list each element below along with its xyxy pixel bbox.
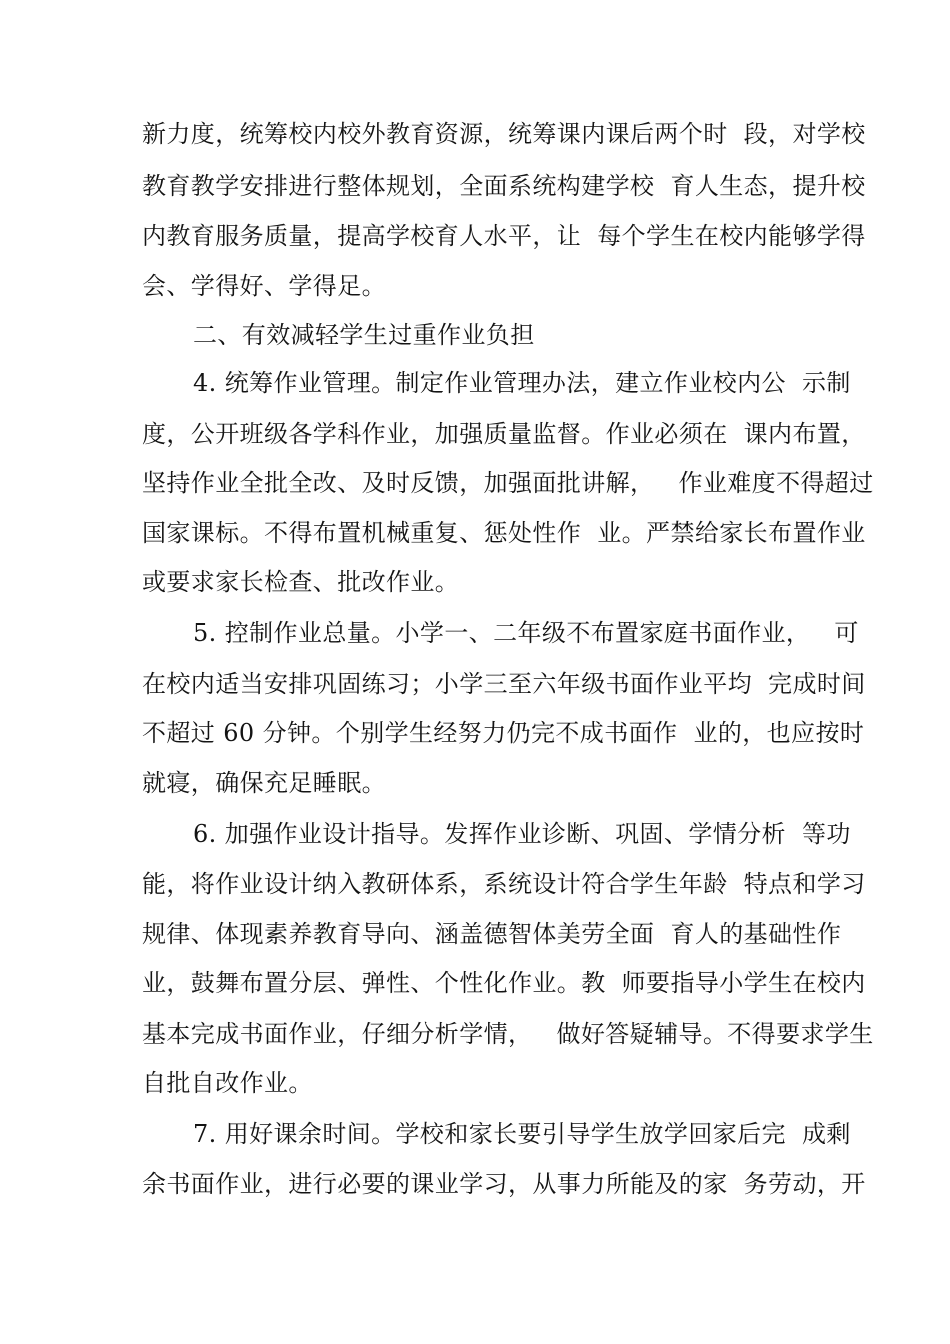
body-text-line: 坚持作业全批全改、及时反馈，加强面批讲解， 作业难度不得超过 bbox=[142, 469, 874, 497]
section-heading: 二、有效减轻学生过重作业负担 bbox=[193, 321, 535, 349]
body-text-line: 不超过 60 分钟。个别学生经努力仍完不成书面作 业的，也应按时 bbox=[142, 719, 865, 747]
body-text-line: 或要求家长检查、批改作业。 bbox=[142, 568, 460, 596]
body-text-line: 在校内适当安排巩固练习；小学三至六年级书面作业平均 完成时间 bbox=[142, 670, 866, 698]
body-text-line: 7. 用好课余时间。学校和家长要引导学生放学回家后完 成剩 bbox=[193, 1120, 851, 1148]
body-text-line: 新力度，统筹校内校外教育资源，统筹课内课后两个时 段，对学校 bbox=[142, 120, 866, 148]
body-text-line: 国家课标。不得布置机械重复、惩处性作 业。严禁给家长布置作业 bbox=[142, 519, 866, 547]
body-text-line: 4. 统筹作业管理。制定作业管理办法，建立作业校内公 示制 bbox=[193, 369, 851, 397]
body-text-line: 自批自改作业。 bbox=[142, 1069, 313, 1097]
body-text-line: 规律、体现素养教育导向、涵盖德智体美劳全面 育人的基础性作 bbox=[142, 920, 842, 948]
body-text-line: 5. 控制作业总量。小学一、二年级不布置家庭书面作业， 可 bbox=[193, 619, 859, 647]
body-text-line: 内教育服务质量，提高学校育人水平，让 每个学生在校内能够学得 bbox=[142, 222, 866, 250]
body-text-line: 会、学得好、学得足。 bbox=[142, 272, 386, 300]
body-text-line: 基本完成书面作业，仔细分析学情， 做好答疑辅导。不得要求学生 bbox=[142, 1020, 874, 1048]
body-text-line: 6. 加强作业设计指导。发挥作业诊断、巩固、学情分析 等功 bbox=[193, 820, 851, 848]
body-text-line: 度，公开班级各学科作业，加强质量监督。作业必须在 课内布置， bbox=[142, 420, 866, 448]
body-text-line: 余书面作业，进行必要的课业学习，从事力所能及的家 务劳动，开 bbox=[142, 1170, 866, 1198]
body-text-line: 能，将作业设计纳入教研体系，系统设计符合学生年龄 特点和学习 bbox=[142, 870, 866, 898]
body-text-line: 就寝，确保充足睡眠。 bbox=[142, 769, 386, 797]
body-text-line: 教育教学安排进行整体规划，全面系统构建学校 育人生态，提升校 bbox=[142, 172, 866, 200]
body-text-line: 业，鼓舞布置分层、弹性、个性化作业。教 师要指导小学生在校内 bbox=[142, 969, 866, 997]
